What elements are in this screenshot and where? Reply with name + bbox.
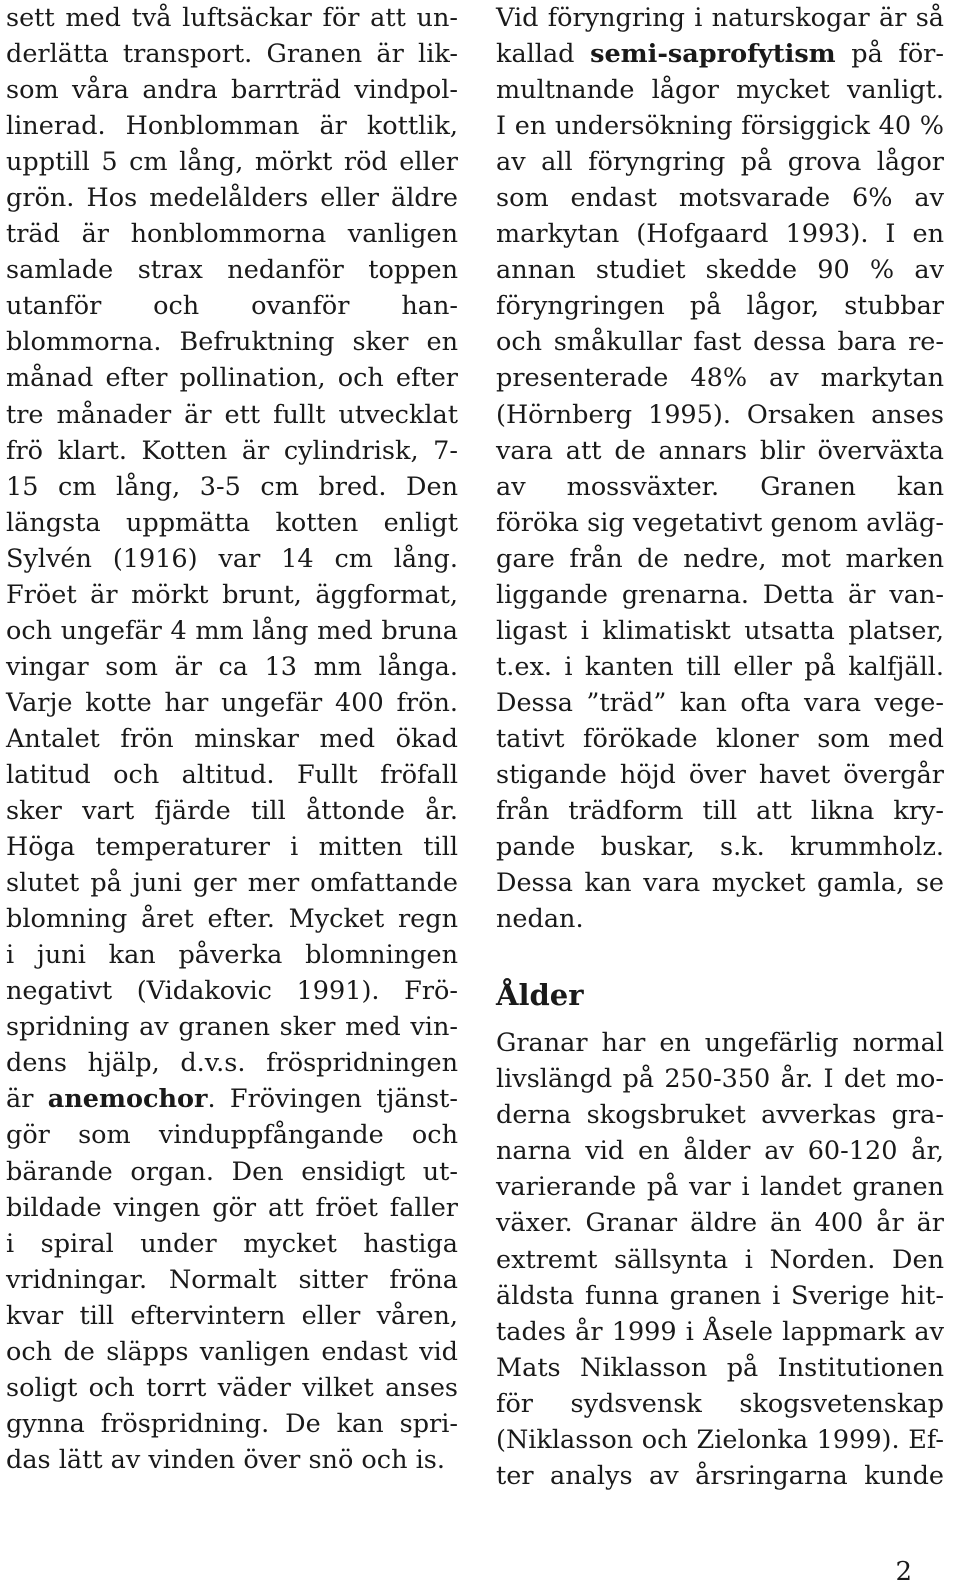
text-line: Vid föryngring i naturskogar är så (496, 3, 944, 33)
text-fragment: på för- (835, 39, 944, 70)
text-line: äldsta funna granen i Sverige hit- (496, 1280, 944, 1311)
text-line: bildade vingen gör att fröet faller (6, 1192, 458, 1223)
text-line: grön. Hos medelålders eller äldre (6, 183, 458, 214)
right-column-body (496, 72, 944, 937)
text-line: som endast motsvarade 6% av (496, 183, 944, 214)
text-line: frö klart. Kotten är cylindrisk, 7- (6, 435, 458, 466)
text-line: pande buskar, s.k. krummholz. (496, 832, 944, 863)
left-column-body (6, 0, 458, 1081)
text-line: vingar som är ca 13 mm långa. (6, 651, 458, 682)
text-line: 15 cm lång, 3-5 cm bred. Den (6, 471, 458, 502)
text-line: tre månader är ett fullt utvecklat (6, 399, 458, 430)
text-line: Dessa ”träd” kan ofta vara vege- (496, 687, 944, 718)
text-line: gynna fröspridning. De kan spri- (6, 1408, 458, 1439)
text-line: vara att de annars blir överväxta (496, 435, 944, 466)
text-line: föryngringen på lågor, stubbar (496, 291, 944, 322)
text-line: annan studiet skedde 90 % av (496, 255, 944, 286)
text-line: das lätt av vinden över snö och is. (6, 1444, 445, 1475)
text-line: av mossväxter. Granen kan (496, 471, 944, 502)
text-line: vridningar. Normalt sitter fröna (6, 1264, 458, 1295)
text-line: I en undersökning försiggick 40 % (496, 111, 944, 142)
text-line: Dessa kan vara mycket gamla, se (496, 868, 944, 899)
text-line: narna vid en ålder av 60-120 år, (496, 1136, 944, 1167)
left-column-body-continued (6, 1117, 458, 1477)
section-heading-alder: Ålder (496, 978, 584, 1013)
text-line: gare från de nedre, mot marken (496, 543, 944, 574)
text-line: samlade strax nedanför toppen (6, 255, 458, 286)
text-line: upptill 5 cm lång, mörkt röd eller (6, 147, 458, 178)
text-line: sker vart fjärde till åttonde år. (6, 796, 458, 827)
text-line: Fröet är mörkt brunt, äggformat, (6, 579, 458, 610)
term-anemochor: anemochor (47, 1084, 208, 1115)
text-line: bärande organ. Den ensidigt ut- (6, 1156, 458, 1187)
text-line: markytan (Hofgaard 1993). I en (496, 219, 944, 250)
text-line (496, 36, 944, 72)
text-line: i juni kan påverka blomningen (6, 940, 458, 971)
text-line: Antalet frön minskar med ökad (6, 723, 458, 754)
term-semi-saprofytism: semi-saprofytism (590, 39, 836, 70)
text-line: spridning av granen sker med vin- (6, 1012, 458, 1043)
text-fragment: . Frövingen tjänst- (207, 1084, 458, 1115)
text-line: och ungefär 4 mm lång med bruna (6, 615, 458, 646)
text-line: latitud och altitud. Fullt fröfall (6, 759, 458, 790)
text-line: Mats Niklasson på Institutionen (496, 1352, 944, 1383)
text-line: träd är honblommorna vanligen (6, 219, 458, 250)
text-line: tades år 1999 i Åsele lappmark av (496, 1316, 944, 1347)
text-line: nedan. (496, 904, 584, 935)
text-line: och de släpps vanligen endast vid (6, 1336, 458, 1367)
text-line: t.ex. i kanten till eller på kalfjäll. (496, 651, 944, 682)
text-line: Varje kotte har ungefär 400 frön. (6, 687, 458, 718)
text-line: i spiral under mycket hastiga (6, 1228, 458, 1259)
text-line: extremt sällsynta i Norden. Den (496, 1244, 944, 1275)
text-line: månad efter pollination, och efter (6, 363, 458, 394)
text-line: (Niklasson och Zielonka 1999). Ef- (496, 1424, 944, 1455)
text-line: kvar till eftervintern eller våren, (6, 1300, 458, 1331)
text-line: för sydsvensk skogsvetenskap (496, 1388, 944, 1419)
text-line: liggande grenarna. Detta är van- (496, 579, 944, 610)
text-line: dens hjälp, d.v.s. fröspridningen (6, 1048, 458, 1079)
text-line: stigande höjd över havet övergår (496, 759, 944, 790)
text-fragment: är (6, 1084, 48, 1115)
text-line: linerad. Honblomman är kottlik, (6, 111, 458, 142)
text-line: och småkullar fast dessa bara re- (496, 327, 944, 358)
text-line: (Hörnberg 1995). Orsaken anses (496, 399, 944, 430)
text-line: tativt förökade kloner som med (496, 723, 944, 754)
right-column-body-alder (496, 1025, 944, 1494)
text-line: blommorna. Befruktning sker en (6, 327, 458, 358)
text-line: Granar har en ungefärlig normal (496, 1028, 944, 1059)
text-line: växer. Granar äldre än 400 år är (496, 1208, 944, 1239)
left-column (6, 0, 458, 1478)
text-line: multnande lågor mycket vanligt. (496, 75, 944, 106)
text-line: Höga temperaturer i mitten till (6, 832, 458, 863)
text-line: längsta uppmätta kotten enligt (6, 507, 458, 538)
text-line: soligt och torrt väder vilket anses (6, 1372, 458, 1403)
text-line: presenterade 48% av markytan (496, 363, 944, 394)
right-column (496, 0, 944, 1494)
text-line: livslängd på 250-350 år. I det mo- (496, 1064, 944, 1095)
text-line: derna skogsbruket avverkas gra- (496, 1100, 944, 1131)
text-line: Sylvén (1916) var 14 cm lång. (6, 543, 458, 574)
text-line: som våra andra barrträd vindpol- (6, 75, 458, 106)
text-fragment: kallad (496, 39, 591, 70)
text-line: varierande på var i landet granen (496, 1172, 944, 1203)
text-line: negativt (Vidakovic 1991). Frö- (6, 976, 458, 1007)
text-line: slutet på juni ger mer omfattande (6, 868, 458, 899)
page-number: 2 (895, 1557, 912, 1587)
text-line: föröka sig vegetativt genom avläg- (496, 507, 944, 538)
text-line: blomning året efter. Mycket regn (6, 904, 458, 935)
text-line: ligast i klimatiskt utsatta platser, (496, 615, 944, 646)
text-line: gör som vinduppfångande och (6, 1120, 458, 1151)
text-line: sett med två luftsäckar för att un- (6, 3, 458, 33)
text-line: från trädform till att likna kry- (496, 796, 944, 827)
text-line: ter analys av årsringarna kunde (496, 1460, 944, 1491)
text-line: derlätta transport. Granen är lik- (6, 39, 458, 70)
text-line (6, 1081, 458, 1117)
section-spacer (496, 937, 944, 971)
text-line: av all föryngring på grova lågor (496, 147, 944, 178)
text-line: utanför och ovanför han- (6, 291, 458, 322)
